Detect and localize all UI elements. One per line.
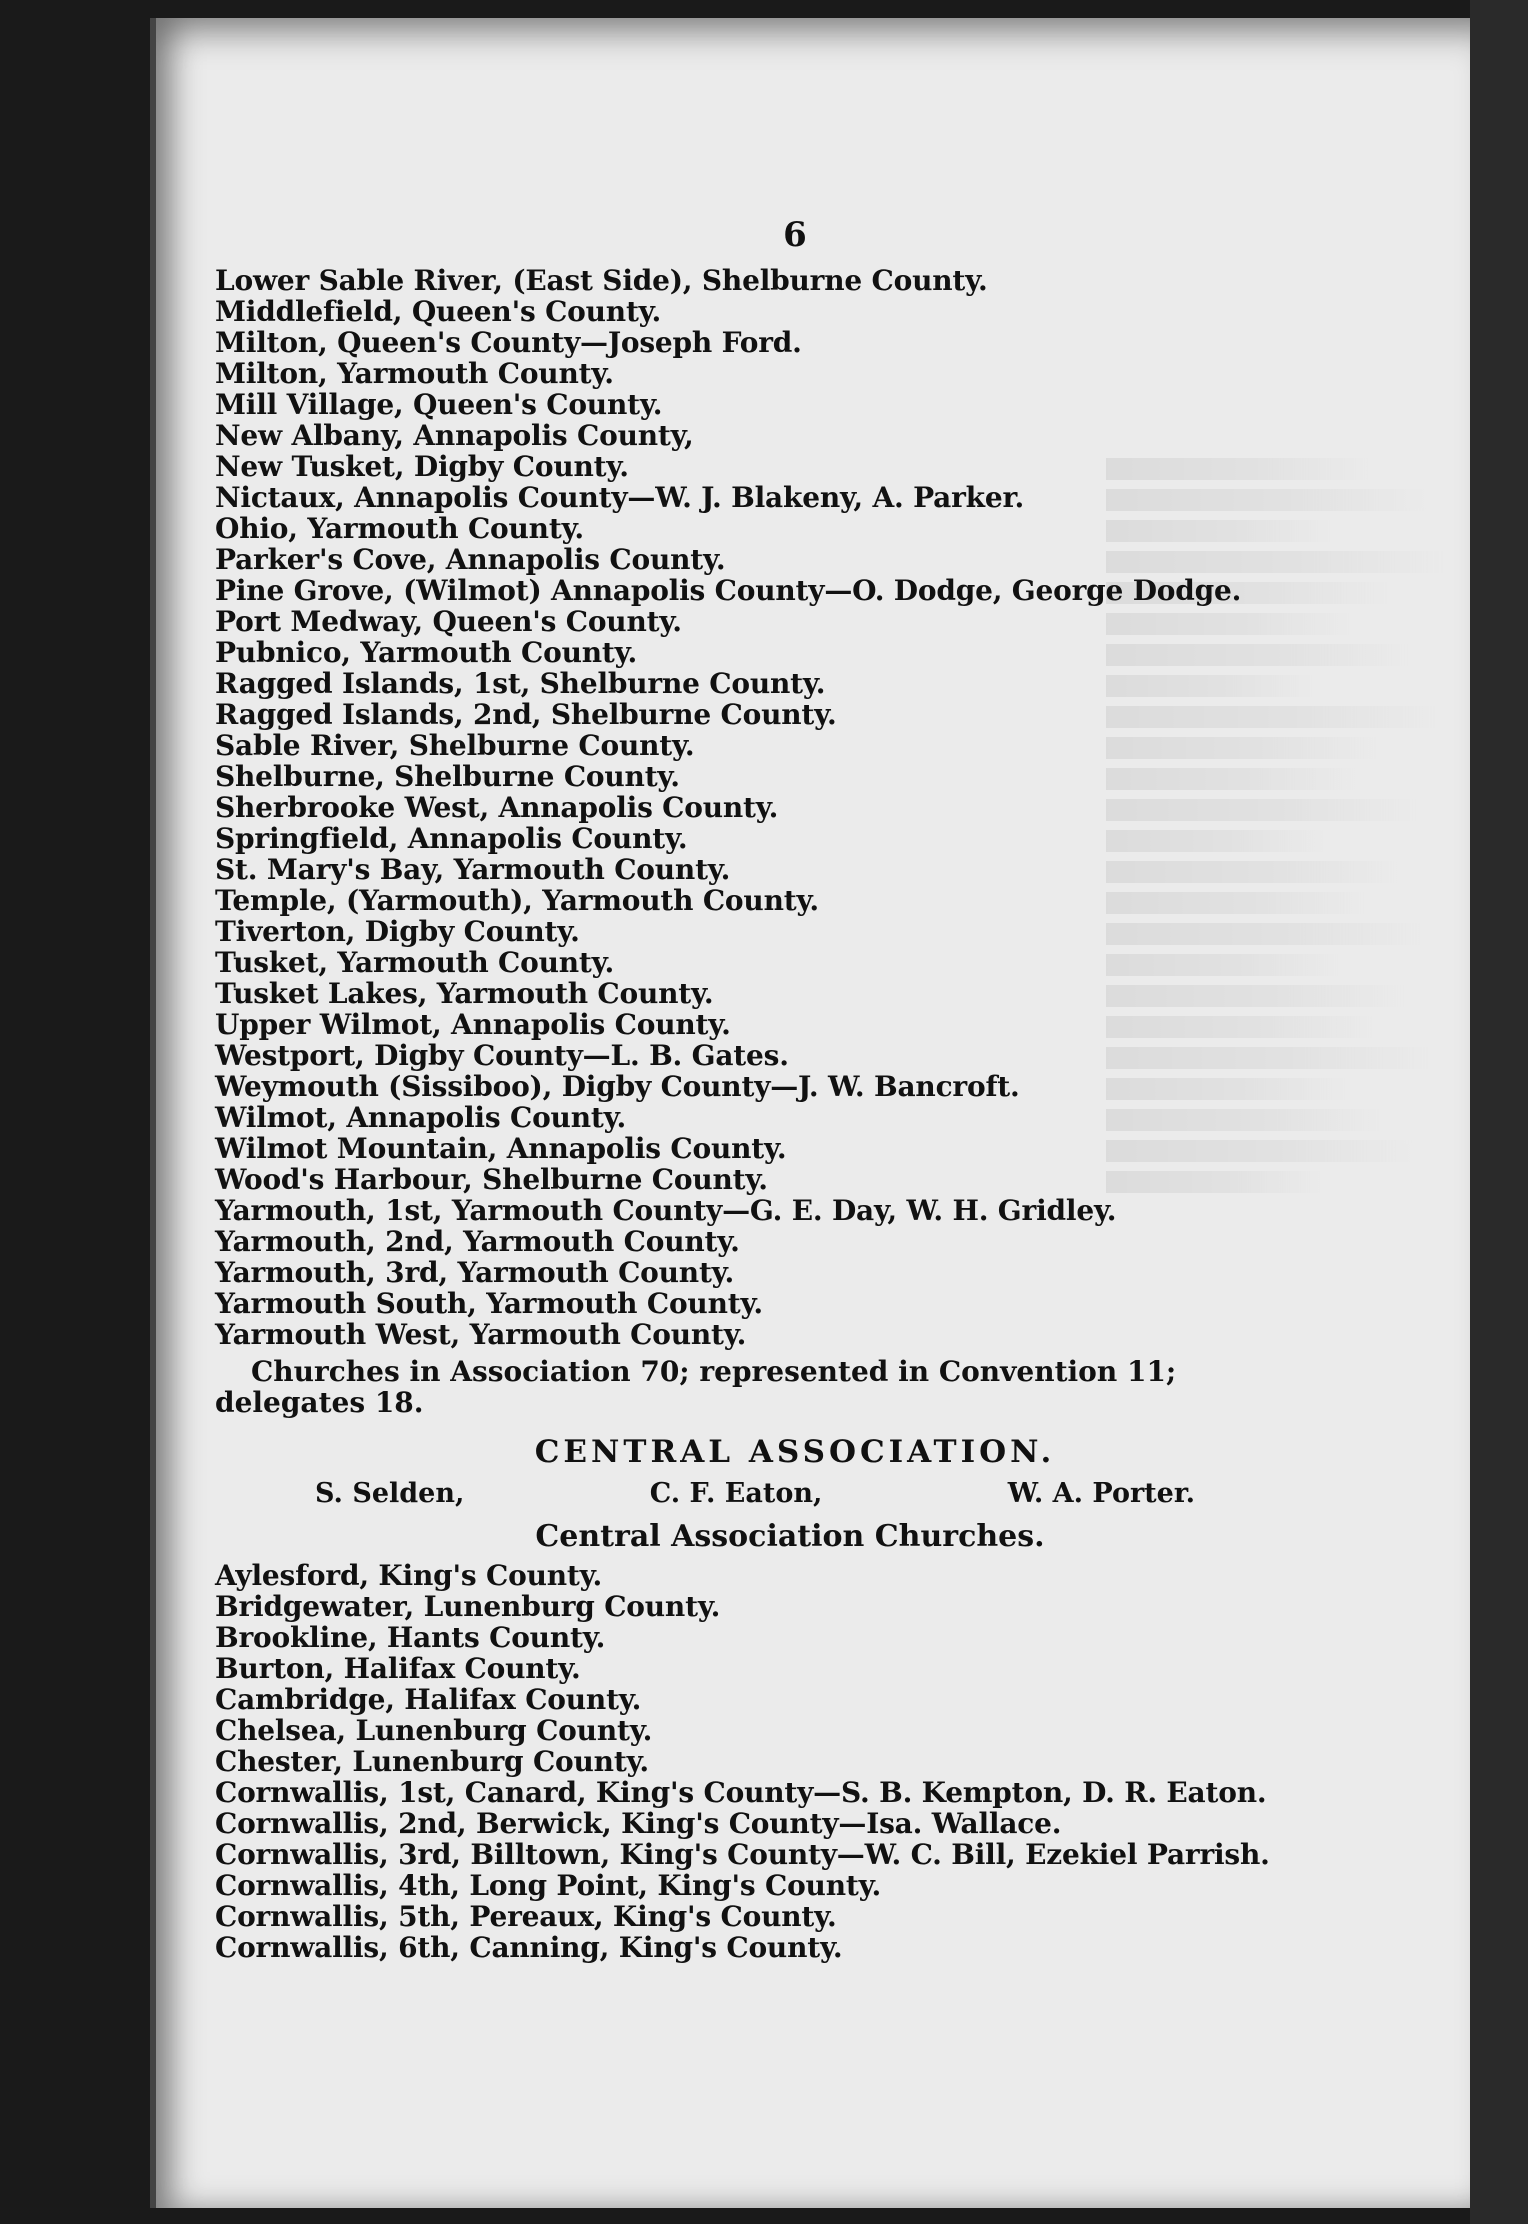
list-item: Middlefield, Queen's County.: [215, 295, 662, 328]
binding-edge: [1470, 0, 1528, 2224]
list-item: Cornwallis, 6th, Canning, King's County.: [215, 1931, 843, 1964]
list-item: Tusket Lakes, Yarmouth County.: [215, 977, 714, 1010]
list-item: Cambridge, Halifax County.: [215, 1683, 642, 1716]
list-item: St. Mary's Bay, Yarmouth County.: [215, 853, 731, 886]
list-item: Chelsea, Lunenburg County.: [215, 1714, 653, 1747]
list-item: Pubnico, Yarmouth County.: [215, 636, 638, 669]
list-item: Ragged Islands, 2nd, Shelburne County.: [215, 698, 837, 731]
list-item: New Albany, Annapolis County,: [215, 419, 694, 452]
list-item: Aylesford, King's County.: [215, 1559, 603, 1592]
page-number: 6: [783, 215, 807, 255]
list-item: Ohio, Yarmouth County.: [215, 512, 584, 545]
list-item: Mill Village, Queen's County.: [215, 388, 663, 421]
list-item: Yarmouth, 2nd, Yarmouth County.: [215, 1225, 740, 1258]
list-item: Sherbrooke West, Annapolis County.: [215, 791, 779, 824]
officer-name: W. A. Porter.: [1007, 1478, 1195, 1509]
list-item: Yarmouth West, Yarmouth County.: [215, 1318, 747, 1351]
list-item: Weymouth (Sissiboo), Digby County—J. W. Bancroft.: [215, 1070, 1020, 1103]
list-item: Yarmouth, 1st, Yarmouth County—G. E. Day, W. H. Gridley.: [215, 1194, 1117, 1227]
central-churches-heading: Central Association Churches.: [535, 1519, 1045, 1554]
association-officers: [315, 1478, 1195, 1509]
list-item: Tusket, Yarmouth County.: [215, 946, 615, 979]
list-item: Milton, Yarmouth County.: [215, 357, 614, 390]
association-summary: Churches in Association 70; represented in Convention 11; delegates 18.: [215, 1355, 1177, 1419]
list-item: Sable River, Shelburne County.: [215, 729, 695, 762]
list-item: Cornwallis, 2nd, Berwick, King's County—Isa. Wallace.: [215, 1807, 1062, 1840]
list-item: Cornwallis, 5th, Pereaux, King's County.: [215, 1900, 837, 1933]
list-item: Yarmouth, 3rd, Yarmouth County.: [215, 1256, 735, 1289]
list-item: Cornwallis, 4th, Long Point, King's County.: [215, 1869, 882, 1902]
list-item: Westport, Digby County—L. B. Gates.: [215, 1039, 789, 1072]
list-item: Yarmouth South, Yarmouth County.: [215, 1287, 763, 1320]
list-item: Upper Wilmot, Annapolis County.: [215, 1008, 731, 1041]
list-item: Bridgewater, Lunenburg County.: [215, 1590, 721, 1623]
list-item: Ragged Islands, 1st, Shelburne County.: [215, 667, 826, 700]
list-item: Tiverton, Digby County.: [215, 915, 580, 948]
list-item: Burton, Halifax County.: [215, 1652, 581, 1685]
list-item: Nictaux, Annapolis County—W. J. Blakeny, A. Parker.: [215, 481, 1025, 514]
list-item: Milton, Queen's County—Joseph Ford.: [215, 326, 802, 359]
officer-name: S. Selden,: [315, 1478, 465, 1509]
list-item: Pine Grove, (Wilmot) Annapolis County—O. Dodge, George Dodge.: [215, 574, 1242, 607]
list-item: Port Medway, Queen's County.: [215, 605, 682, 638]
list-item: Brookline, Hants County.: [215, 1621, 606, 1654]
western-church-list: [215, 265, 1335, 1350]
central-church-list: [215, 1560, 1335, 1963]
list-item: Shelburne, Shelburne County.: [215, 760, 680, 793]
list-item: Wood's Harbour, Shelburne County.: [215, 1163, 768, 1196]
page-content: [215, 215, 1335, 1963]
list-item: Wilmot, Annapolis County.: [215, 1101, 626, 1134]
list-item: Chester, Lunenburg County.: [215, 1745, 649, 1778]
officer-name: C. F. Eaton,: [649, 1478, 823, 1509]
list-item: Temple, (Yarmouth), Yarmouth County.: [215, 884, 819, 917]
list-item: Lower Sable River, (East Side), Shelburne County.: [215, 264, 988, 297]
list-item: New Tusket, Digby County.: [215, 450, 629, 483]
list-item: Wilmot Mountain, Annapolis County.: [215, 1132, 787, 1165]
list-item: Parker's Cove, Annapolis County.: [215, 543, 726, 576]
list-item: Cornwallis, 1st, Canard, King's County—S. B. Kempton, D. R. Eaton.: [215, 1776, 1267, 1809]
central-association-heading: CENTRAL ASSOCIATION.: [534, 1434, 1056, 1470]
list-item: Cornwallis, 3rd, Billtown, King's County—W. C. Bill, Ezekiel Parrish.: [215, 1838, 1270, 1871]
list-item: Springfield, Annapolis County.: [215, 822, 688, 855]
